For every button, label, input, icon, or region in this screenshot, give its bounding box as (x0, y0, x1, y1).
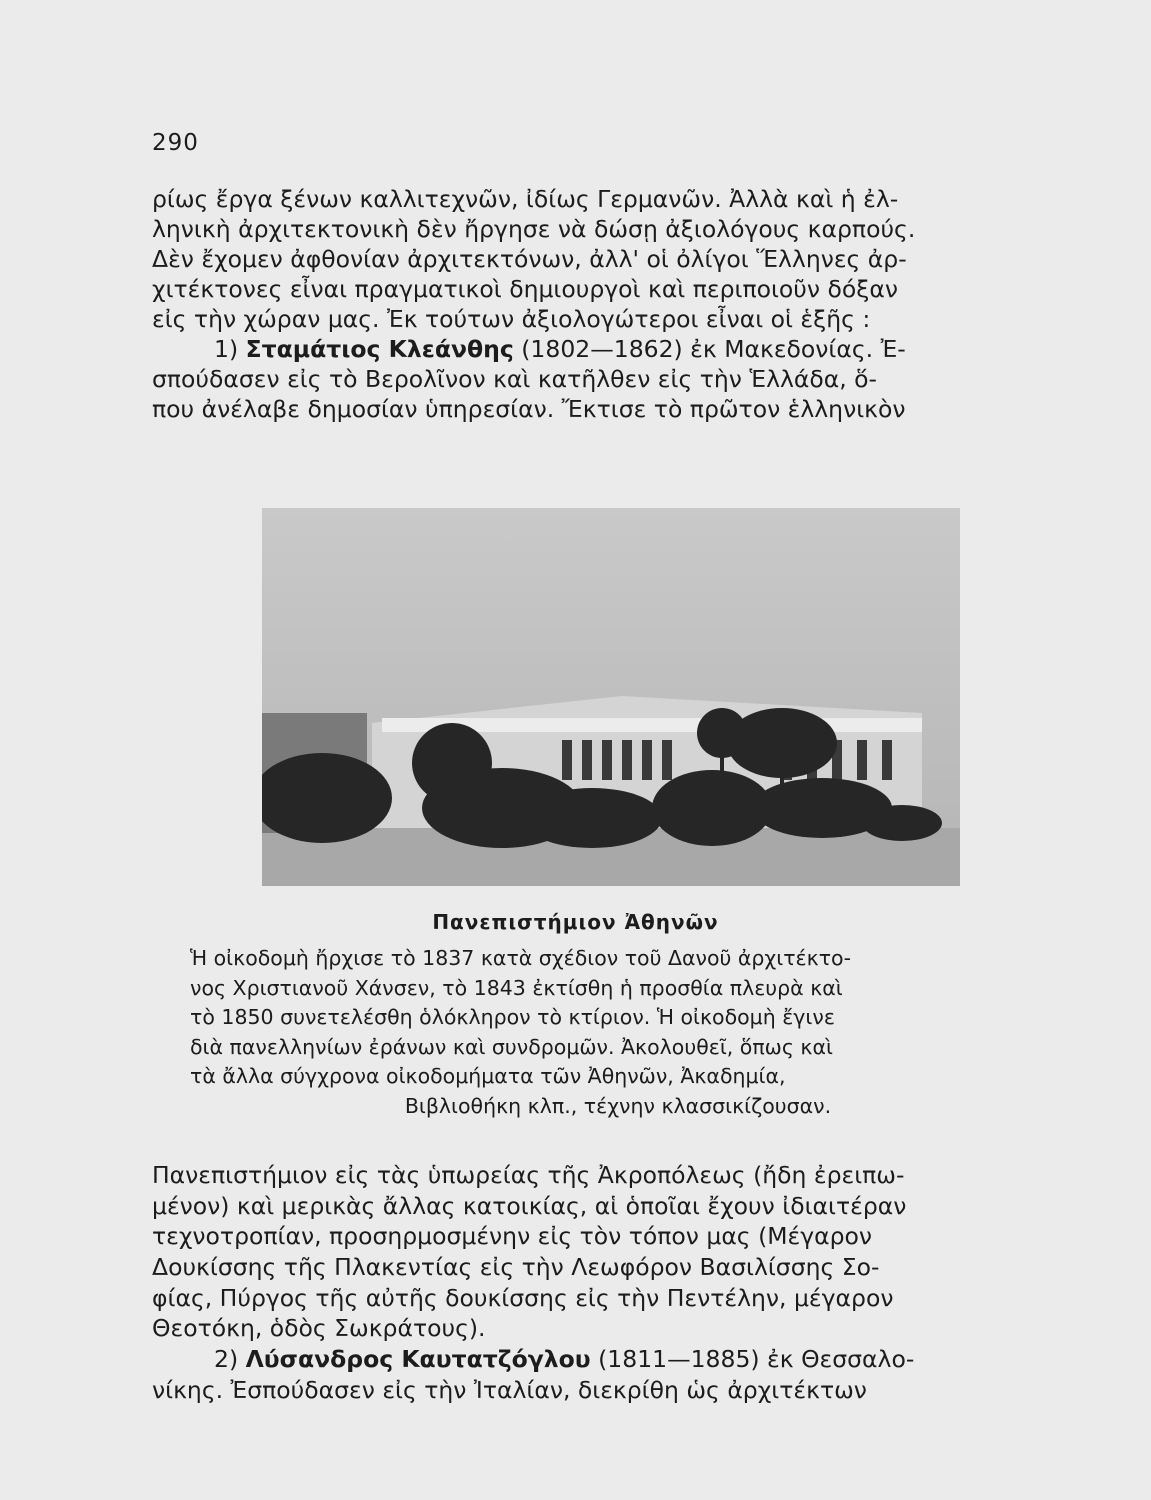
architect-name: Λύσανδρος Καυτατζόγλου (245, 1345, 591, 1374)
caption-line: τὰ ἄλλα σύγχρονα οἰκοδομήματα τῶν Ἀθηνῶν, Ἀκαδημία, (190, 1064, 786, 1088)
text-line: ρίως ἔργα ξένων καλλιτεχνῶν, ἰδίως Γερμανῶν. Ἀλλὰ καὶ ἡ ἐλ- (152, 185, 899, 213)
text-line: χιτέκτονες εἶναι πραγματικοὶ δημιουργοὶ καὶ περιποιοῦν δόξαν (152, 275, 898, 303)
page-number: 290 (152, 130, 199, 156)
photo-illustration (262, 508, 960, 886)
text-line: τεχνοτροπίαν, προσηρμοσμένην εἰς τὸν τόπον μας (Μέγαρον (152, 1222, 873, 1251)
caption-line: νος Χριστιανοῦ Χάνσεν, τὸ 1843 ἐκτίσθη ἡ προσθία πλευρὰ καὶ (190, 975, 843, 1000)
text-line: Θεοτόκη, ὁδὸς Σωκράτους). (152, 1314, 486, 1343)
architect-name: Σταμάτιος Κλεάνθης (245, 335, 514, 363)
item-text: (1811—1885) ἐκ Θεσσαλο- (598, 1345, 915, 1374)
top-paragraph (152, 184, 1082, 424)
text-line: φίας, Πύργος τῆς αὐτῆς δουκίσσης εἰς τὴν Πεντέλην, μέγαρον (152, 1283, 894, 1312)
text-line: εἰς τὴν χώραν μας. Ἐκ τούτων ἀξιολογώτεροι εἶναι οἱ ἑξῆς : (152, 305, 871, 333)
list-item-2 (152, 1344, 1082, 1375)
text-line: σπούδασεν εἰς τὸ Βερολῖνον καὶ κατῆλθεν εἰς τὴν Ἑλλάδα, ὅ- (152, 365, 878, 393)
bottom-paragraph (152, 1160, 1082, 1406)
item-number: 1) (214, 335, 239, 363)
caption-line: Βιβλιοθήκη κλπ., τέχνην κλασσικίζουσαν. (404, 1093, 832, 1118)
text-line: Δὲν ἔχομεν ἀφθονίαν ἀρχιτεκτόνων, ἀλλ' οἱ ὀλίγοι Ἕλληνες ἀρ- (152, 245, 907, 273)
text-line: που ἀνέλαβε δημοσίαν ὑπηρεσίαν. Ἔκτισε τὸ πρῶτον ἑλληνικὸν (152, 395, 906, 423)
text-line: νίκης. Ἐσπούδασεν εἰς τὴν Ἰταλίαν, διεκρίθη ὡς ἀρχιτέκτων (152, 1375, 867, 1404)
text-line: Πανεπιστήμιον εἰς τὰς ὑπωρείας τῆς Ἀκροπόλεως (ἤδη ἐρειπω- (152, 1161, 905, 1189)
item-number: 2) (214, 1345, 239, 1374)
caption-line: Ἡ οἰκοδομὴ ἤρχισε τὸ 1837 κατὰ σχέδιον τοῦ Δανοῦ ἀρχιτέκτο- (190, 946, 851, 970)
caption-line: διὰ πανελληνίων ἐράνων καὶ συνδρομῶν. Ἀκολουθεῖ, ὅπως καὶ (190, 1034, 833, 1059)
text-line: Δουκίσσης τῆς Πλακεντίας εἰς τὴν Λεωφόρον Βασιλίσσης Σο- (152, 1253, 880, 1282)
list-item-1 (152, 334, 1082, 364)
caption-line: τὸ 1850 συνετελέσθη ὁλόκληρον τὸ κτίριον. Ἡ οἰκοδομὴ ἔγινε (190, 1005, 835, 1029)
item-text: (1802—1862) ἐκ Μακεδονίας. Ἐ- (521, 335, 906, 363)
text-line: ληνικὴ ἀρχιτεκτονικὴ δὲν ἤργησε νὰ δώσῃ ἀξιολόγους καρπούς. (152, 215, 916, 243)
text-line: μένον) καὶ μερικὰς ἄλλας κατοικίας, αἱ ὁποῖαι ἔχουν ἰδιαιτέραν (152, 1191, 907, 1220)
figure-title: Πανεπιστήμιον Ἀθηνῶν (432, 910, 719, 934)
figure-caption (190, 944, 1046, 1121)
university-photo (262, 508, 960, 886)
